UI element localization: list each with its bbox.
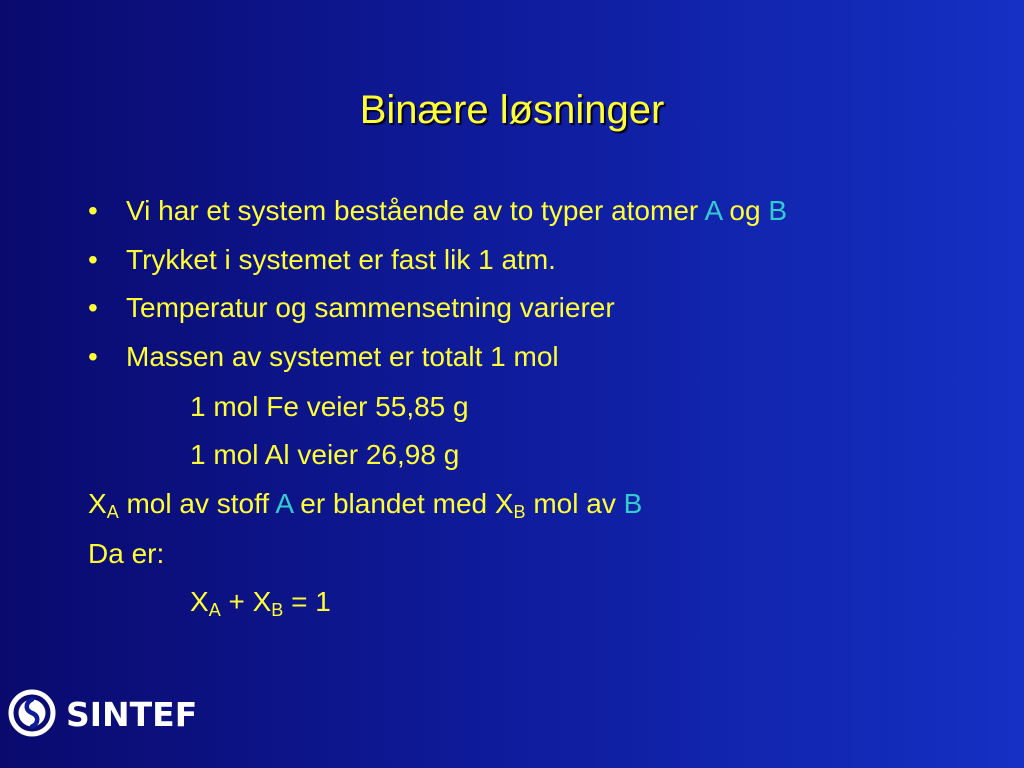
- mixture-text: mol av: [533, 488, 616, 519]
- bullet-marker: •: [88, 195, 98, 226]
- al-mass-line: 1 mol Al veier 26,98 g: [190, 439, 460, 470]
- mole-fraction-symbol: X: [88, 488, 107, 519]
- equation-sub-a: A: [208, 600, 221, 620]
- sum-equation: [190, 585, 331, 619]
- sintef-wordmark: SINTEF: [66, 695, 198, 734]
- equation-sub-b: B: [271, 600, 284, 620]
- bullet-item: [126, 194, 787, 228]
- sintef-logo: [8, 688, 248, 738]
- da-er-line: Da er:: [88, 538, 165, 569]
- bullet-item: Temperatur og sammensetning varierer: [126, 292, 615, 323]
- slide-title: Binære løsninger: [359, 88, 665, 132]
- subscript-a: A: [106, 502, 119, 522]
- connector-text: og: [729, 195, 761, 226]
- substance-a-label: A: [275, 488, 293, 519]
- bullet-marker: •: [88, 244, 98, 275]
- bullet-marker: •: [88, 341, 98, 372]
- mixture-text: er blandet med X: [300, 488, 514, 519]
- substance-b-label: B: [623, 488, 643, 519]
- sintef-emblem-icon: [11, 692, 53, 734]
- equation-plus-x: + X: [228, 586, 272, 617]
- equation-x: X: [190, 586, 209, 617]
- mixture-text: mol av stoff: [126, 488, 270, 519]
- atom-a-label: A: [704, 195, 722, 226]
- atom-b-label: B: [768, 195, 788, 226]
- mixture-line: [88, 487, 642, 521]
- equation-result: = 1: [291, 586, 331, 617]
- bullet-text: Vi har et system bestående av to typer atomer: [126, 195, 699, 226]
- subscript-b: B: [513, 502, 526, 522]
- bullet-item: Massen av systemet er totalt 1 mol: [126, 341, 559, 372]
- bullet-marker: •: [88, 292, 98, 323]
- bullet-item: Trykket i systemet er fast lik 1 atm.: [126, 244, 556, 275]
- fe-mass-line: 1 mol Fe veier 55,85 g: [190, 391, 469, 422]
